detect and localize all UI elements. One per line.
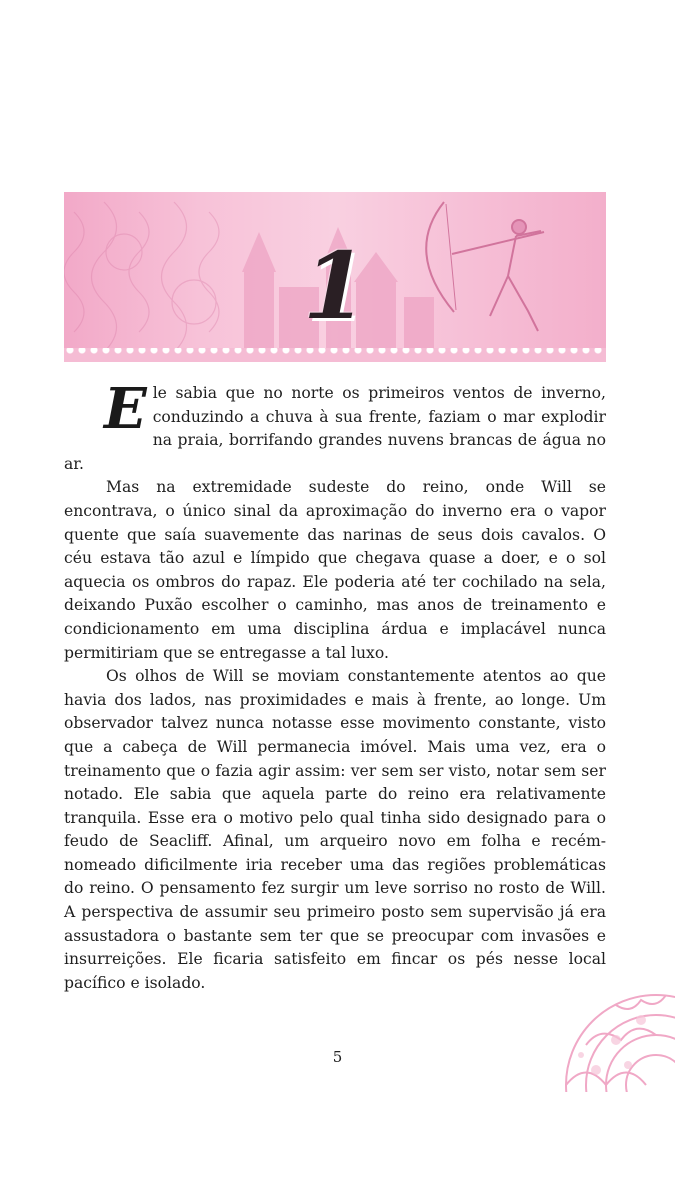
corner-ornament [556,985,675,1092]
paragraph-text: le sabia que no norte os primeiros ventos de inverno, conduzindo a chuva à sua frente, faziam o mar explodir na praia, borrifando grandes nuvens brancas de água no ar. [64,384,606,473]
paragraph [64,376,606,476]
chapter-text [64,376,606,995]
chapter-number: 1 [302,232,367,340]
drop-cap: E [104,376,147,442]
ornament-graphic [556,985,675,1092]
paragraph: Mas na extremidade sudeste do reino, onde Will se encontrava, o único sinal da aproximação do inverno era o vapor quente que saía suavemente das narinas de seus dois cavalos. O céu estava tão azul e límpido que chegava quase a doer, e o sol aquecia os ombros do rapaz. Ele poderia até ter cochilado na sela, deixando Puxão escolher o caminho, mas anos de treinamento e condicionamento em uma disciplina árdua e implacável nunca permitiriam que se entregasse a tal luxo. [64,478,606,662]
page-number: 5 [332,1048,343,1066]
paragraph: Os olhos de Will se moviam constantemente atentos ao que havia dos lados, nas proximidades e mais à frente, ao longe. Um observador talvez nunca notasse esse movimento constante, visto que a cabeça de Will permanecia imóvel. Mais uma vez, era o treinamento que o fazia agir assim: ver sem ser visto, notar sem ser notado. Ele sabia que aquela parte do reino era relativamente tranquila. Esse era o motivo pelo qual tinha sido designado para o feudo de Seacliff. Afinal, um arqueiro novo em folha e recém-nomeado dificilmente iria receber uma das regiões problemáticas do reino. O pensamento fez surgir um leve sorriso no rosto de Will. A perspectiva de assumir seu primeiro posto sem supervisão já era assustadora o bastante sem ter que se preocupar com invasões e insurreições. Ele ficaria satisfeito em fincar os pés nesse local pacífico e isolado. [64,667,606,992]
lace-border [64,348,606,362]
chapter-banner [64,192,606,362]
